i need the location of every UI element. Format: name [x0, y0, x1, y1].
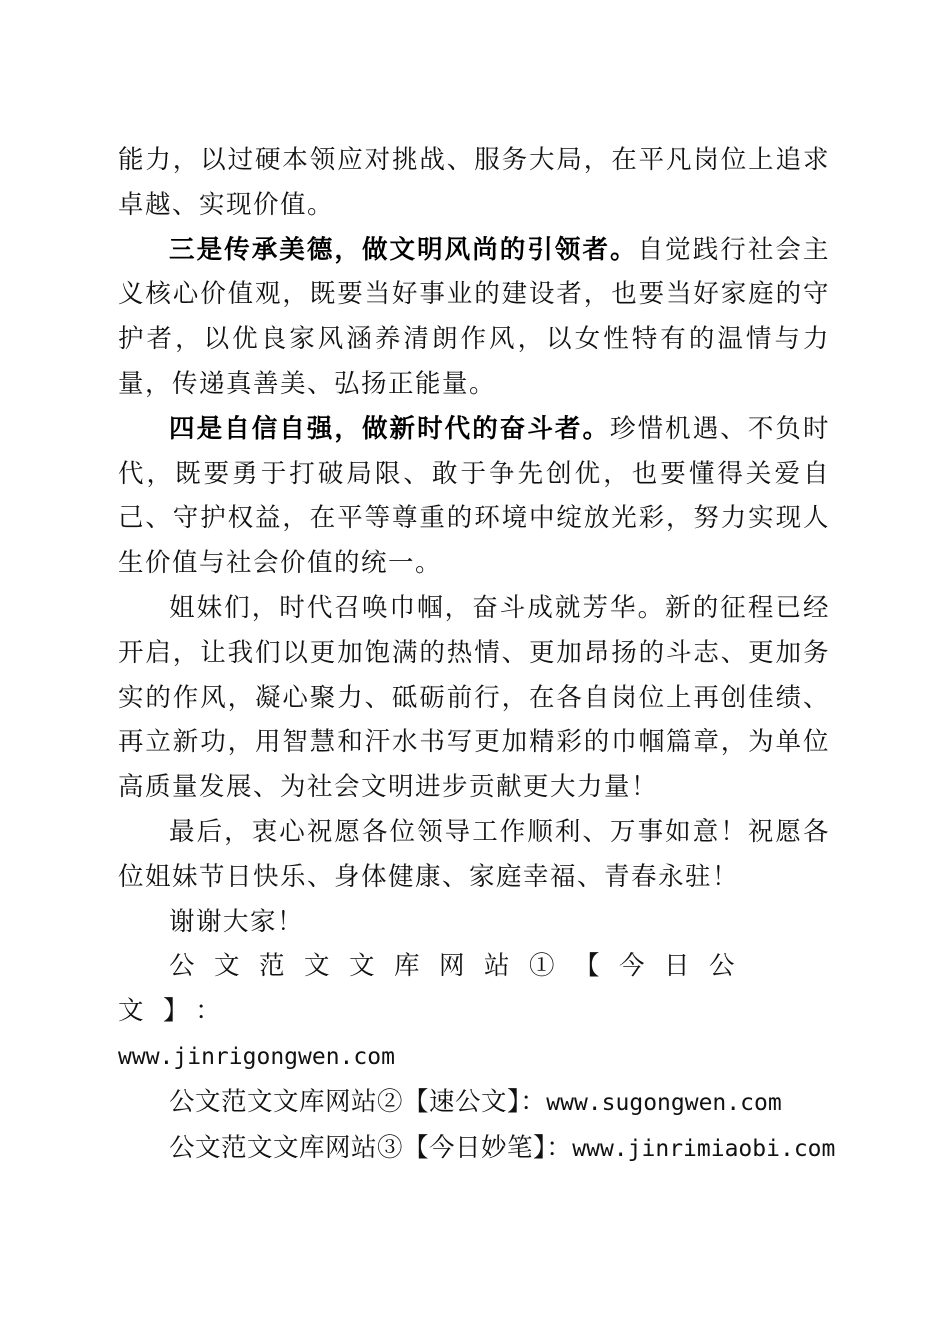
site-two-url[interactable]: www.sugongwen.com: [546, 1089, 782, 1116]
document-page: [118, 138, 836, 1171]
site-one-url[interactable]: www.jinrigongwen.com: [118, 1043, 395, 1070]
site-one-label: 公文范文文库网站①【今日公文】：: [118, 951, 755, 1027]
point-four-body: 珍惜机遇、不负时代，既要勇于打破局限、敢于争先创优，也要懂得关爱自己、守护权益，在平等尊重的环境中绽放光彩，努力实现人生价值与社会价值的统一。: [118, 413, 830, 579]
site-two-label: 公文范文文库网站②【速公文】：: [169, 1086, 547, 1117]
point-four-heading: 四是自信自强，做新时代的奋斗者。: [169, 413, 611, 444]
paragraph-wishes: 最后，衷心祝愿各位领导工作顺利、万事如意！祝愿各位姐妹节日快乐、身体健康、家庭幸福、青春永驻！: [118, 816, 830, 892]
site-three-url[interactable]: www.jinrimiaobi.com: [572, 1135, 836, 1162]
paragraph-point-three: [118, 228, 830, 407]
paragraph-continuation: 能力，以过硬本领应对挑战、服务大局，在平凡岗位上追求卓越、实现价值。: [118, 145, 830, 220]
paragraph-point-four: [118, 407, 830, 586]
paragraph-thanks: 谢谢大家！: [169, 906, 305, 937]
paragraph-sisters: 姐妹们，时代召唤巾帼，奋斗成就芳华。新的征程已经开启，让我们以更加饱满的热情、更加昂扬的斗志、更加务实的作风，凝心聚力、砥砺前行，在各自岗位上再创佳绩、再立新功，用智慧和汗水书写更加精彩的巾帼篇章，为单位高质量发展、为社会文明进步贡献更大力量！: [118, 592, 830, 803]
site-line-three: [118, 1126, 836, 1172]
point-three-heading: 三是传承美德，做文明风尚的引领者。: [169, 234, 638, 265]
site-line-two: [118, 1080, 830, 1126]
point-three-body: 自觉践行社会主义核心价值观，既要当好事业的建设者，也要当好家庭的守护者，以优良家风涵养清朗作风，以女性特有的温情与力量，传递真善美、弘扬正能量。: [118, 234, 830, 399]
site-three-label: 公文范文文库网站③【今日妙笔】：: [169, 1132, 573, 1163]
site-line-one: [118, 944, 830, 1079]
